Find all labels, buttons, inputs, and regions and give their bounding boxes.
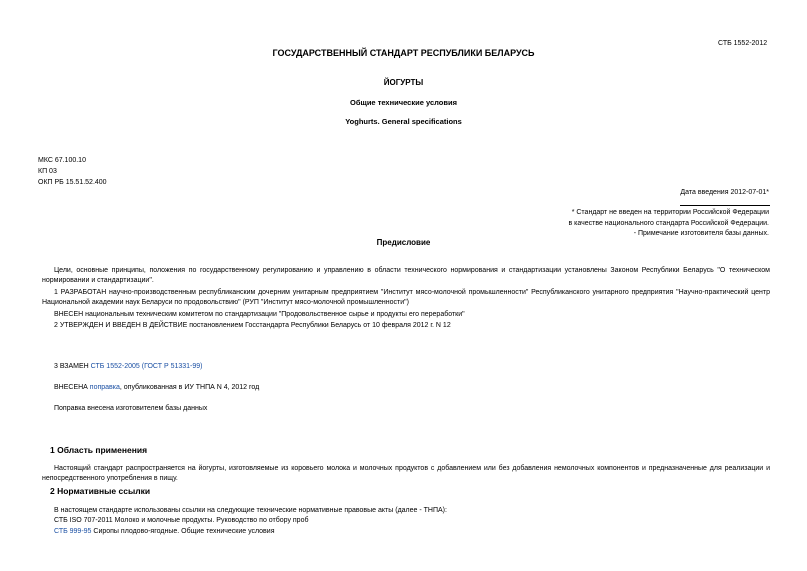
replaces-line (54, 362, 203, 372)
preface-paragraph-1: Цели, основные принципы, положения по государственному регулированию и управлению в области технического нормирования и стандартизации установлены Законом Республики Беларусь "О техническом нормировании и стандартизации". (42, 267, 770, 284)
subtitle-ru: Общие технические условия (350, 98, 457, 107)
footnote-line-2: в качестве национального стандарта Российской Федерации. (568, 220, 769, 227)
section-2-paragraph-2: СТБ ISO 707-2011 Молоко и молочные продукты. Руководство по отбору проб (54, 517, 309, 524)
document-title: ГОСУДАРСТВЕННЫЙ СТАНДАРТ РЕСПУБЛИКИ БЕЛАРУСЬ (272, 48, 535, 58)
footnote-line-1: * Стандарт не введен на территории Российской Федерации (571, 209, 769, 216)
kp-code: КП 03 (38, 168, 57, 175)
section-1-paragraph: Настоящий стандарт распространяется на йогурты, изготовляемые из коровьего молока и молочных продуктов с добавлением или без добавления немолочных компонентов и предназначенные для реализации и непосредственного употребления в пищу. (42, 465, 770, 482)
replaces-prefix: 3 ВЗАМЕН (54, 363, 91, 370)
subtitle-en: Yoghurts. General specifications (345, 117, 462, 126)
product-title: ЙОГУРТЫ (383, 78, 424, 87)
amendment-link[interactable]: поправка (89, 384, 120, 391)
section-1-heading: 1 Область применения (50, 445, 148, 455)
footnote-line-3: - Примечание изготовителя базы данных. (633, 230, 769, 237)
amendment-note: Поправка внесена изготовителем базы данных (54, 405, 208, 412)
mks-code: МКС 67.100.10 (38, 157, 86, 164)
amendment-suffix: , опубликованная в ИУ ТНПА N 4, 2012 год (119, 384, 260, 391)
footnote-divider (680, 205, 770, 206)
stb-1552-2005-link[interactable]: СТБ 1552-2005 (90, 363, 140, 370)
section-2-heading: 2 Нормативные ссылки (50, 486, 151, 496)
preface-paragraph-3: ВНЕСЕН национальным техническим комитетом по стандартизации "Продовольственное сырье и продукты его переработки" (54, 311, 465, 318)
amendment-prefix: ВНЕСЕНА (54, 384, 90, 391)
preface-paragraph-2: 1 РАЗРАБОТАН научно-производственным республиканским дочерним унитарным предприятием "Институт мясо-молочной промышленности" Республиканского унитарного предприятия "Научно-практический центр Национальной академии наук Беларуси по продовольствию" (РУП "Институт мясо-молочной промышленности") (42, 289, 770, 306)
preface-heading: Предисловие (376, 238, 431, 247)
preface-paragraph-4: 2 УТВЕРЖДЕН И ВВЕДЕН В ДЕЙСТВИЕ постановлением Госстандарта Республики Беларусь от 10 февраля 2012 г. N 12 (54, 322, 451, 329)
section-2-paragraph-1: В настоящем стандарте использованы ссылки на следующие технические нормативные правовые акты (далее - ТНПА): (54, 507, 447, 514)
stb-999-95-link[interactable]: СТБ 999-95 (54, 528, 92, 535)
stb-999-95-title: Сиропы плодово-ягодные. Общие технические условия (91, 528, 275, 535)
okp-code: ОКП РБ 15.51.52.400 (38, 179, 107, 186)
gost-r-51331-99-link[interactable]: (ГОСТ Р 51331-99) (141, 363, 203, 370)
document-code: СТБ 1552-2012 (718, 40, 768, 47)
intro-date: Дата введения 2012-07-01* (680, 189, 769, 196)
amendment-line (54, 383, 259, 393)
section-2-reference-line (54, 527, 274, 537)
